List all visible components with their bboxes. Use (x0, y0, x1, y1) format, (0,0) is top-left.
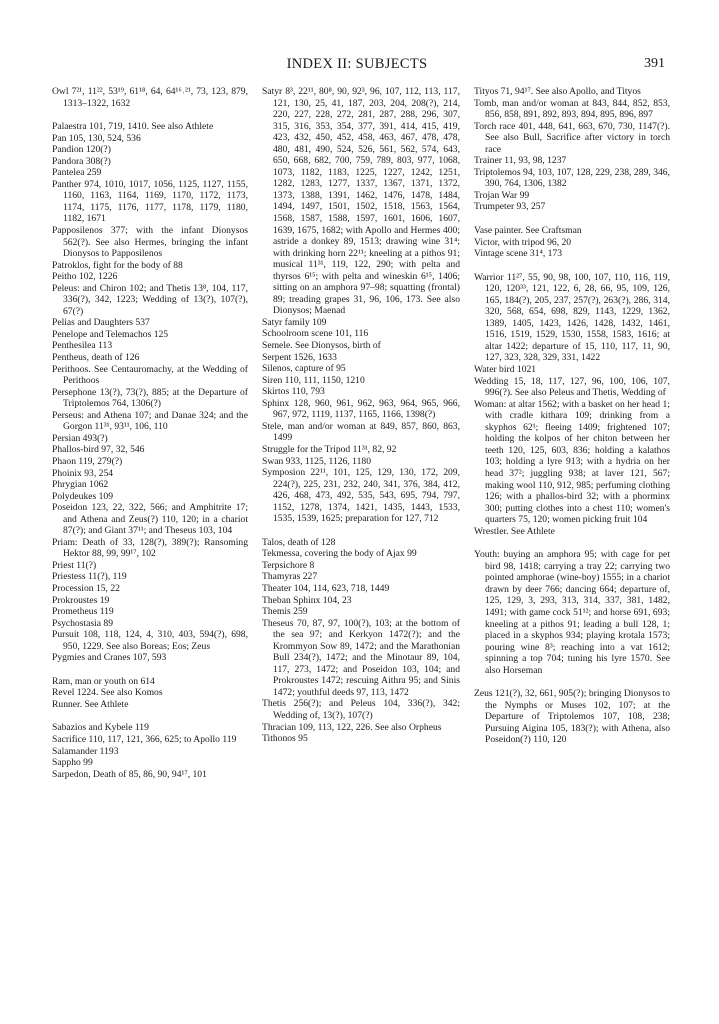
index-entry: Priestess 11(?), 119 (52, 571, 127, 583)
index-entry: Owl 7²¹, 11²², 53¹⁹, 61¹⁸, 64, 64¹⁶˒²¹, 73, 123, 879, 1313–1322, 1632 (52, 86, 248, 109)
index-entry: Tithonos 95 (262, 733, 308, 745)
index-entry: Skirtos 110, 793 (262, 386, 325, 398)
index-entry: Thracian 109, 113, 122, 226. See also Orpheus (262, 721, 442, 733)
index-entry: Terpsichore 8 (262, 559, 315, 571)
index-entry: Sarpedon, Death of 85, 86, 90, 94¹⁷, 101 (52, 768, 207, 780)
section-gap (474, 260, 670, 272)
index-entry: Perithoos. See Centauromachy, at the Wedding of Perithoos (52, 363, 248, 387)
section-gap (474, 537, 670, 549)
index-entry: Phoinix 93, 254 (52, 467, 114, 479)
index-entry: Pandora 308(?) (52, 155, 111, 167)
index-entry: Themis 259 (262, 606, 308, 618)
index-entry: Wedding 15, 18, 117, 127, 96, 100, 106, 107, 996(?). See also Peleus and Thetis, Wedding of (474, 375, 670, 399)
index-entry: Thamyras 227 (262, 571, 318, 583)
index-entry: Persian 493(?) (52, 432, 108, 444)
section-gap (474, 676, 670, 688)
index-entry: Triptolemos 94, 103, 107, 128, 229, 238, 289, 346, 390, 764, 1306, 1382 (474, 166, 670, 190)
index-entry: Runner. See Athlete (52, 698, 129, 710)
index-entry: Woman: at altar 1562; with a basket on her head 1; with cradle kithara 109; drinking from a skyphos 62¹; fleeing 1409; frightened 107; holding the kolpos of her chiton between her teeth 120, 125, 603, 836; holding a kalathos 103; holding a lyre 913; with a hydria on her head 37²; juggling 938; at laver 121, 567; making wool 110, 912, 985; perfuming clothing 126; with a phallos-bird 32; with a phorminx 300; putting clothes into a chest 110; women's quarters 75, 120; women picking fruit 104 (474, 398, 670, 526)
index-entry: Peleus: and Chiron 102; and Thetis 13⁸, 104, 117, 336(?), 342, 1223; Wedding of 13(?), 107(?), 67(?) (52, 282, 248, 317)
index-entry: Pantelea 259 (52, 167, 102, 179)
index-entry: Poseidon 123, 22, 322, 566; and Amphitrite 17; and Athena and Zeus(?) 110, 120; in a chariot 87(?); and Giant 37¹¹; and Theseus 103, 104 (52, 502, 248, 537)
index-entry: Polydeukes 109 (52, 490, 114, 502)
section-gap (474, 213, 670, 225)
index-entry: Sabazios and Kybele 119 (52, 722, 149, 734)
index-entry: Pursuit 108, 118, 124, 4, 310, 403, 594(?), 698, 950, 1229. See also Boreas; Eos; Zeus (52, 629, 248, 652)
index-entry: Vase painter. See Craftsman (474, 225, 582, 237)
index-entry: Semele. See Dionysos, birth of (262, 340, 381, 352)
index-entry: Revel 1224. See also Komos (52, 687, 163, 699)
index-entry: Procession 15, 22 (52, 582, 120, 594)
index-entry: Persephone 13(?), 73(?), 885; at the Departure of Triptolemos 764, 1306(?) (52, 386, 248, 410)
index-entry: Silenos, capture of 95 (262, 363, 346, 375)
page-title: INDEX II: SUBJECTS (286, 56, 428, 72)
index-entry: Salamander 1193 (52, 745, 119, 757)
index-entry: Victor, with tripod 96, 20 (474, 236, 572, 248)
index-entry: Pygmies and Cranes 107, 593 (52, 652, 167, 664)
index-entry: Palaestra 101, 719, 1410. See also Athlete (52, 121, 214, 133)
index-entry: Sappho 99 (52, 757, 93, 769)
section-gap (52, 710, 248, 722)
index-entry: Perseus: and Athena 107; and Danae 324; and the Gorgon 11³¹, 93¹¹, 106, 110 (52, 409, 248, 433)
index-entry: Water bird 1021 (474, 364, 537, 376)
index-column-3 (474, 86, 670, 746)
index-entry: Priest 11(?) (52, 559, 97, 571)
section-gap (52, 664, 248, 676)
index-entry: Prometheus 119 (52, 606, 114, 618)
index-entry: Pentheus, death of 126 (52, 352, 140, 364)
index-entry: Pelias and Daughters 537 (52, 317, 150, 329)
index-entry: Symposion 22¹¹, 101, 125, 129, 130, 172, 209, 224(?), 225, 231, 232, 240, 341, 376, 384, 412, 426, 468, 473, 492, 535, 543, 695, 794, 797, 1152, 1278, 1374, 1421, 1435, 1443, 1533, 1535, 1539, 1625; preparation for 127, 712 (262, 467, 460, 525)
index-entry: Theater 104, 114, 623, 718, 1449 (262, 582, 390, 594)
index-entry: Stele, man and/or woman at 849, 857, 860, 863, 1499 (262, 420, 460, 444)
index-entry: Satyr family 109 (262, 316, 327, 328)
index-entry: Phaon 119, 279(?) (52, 455, 123, 467)
index-entry: Torch race 401, 448, 641, 663, 670, 730, 1147(?). See also Bull, Sacrifice after victory in torch race (474, 120, 670, 155)
page-header (52, 56, 665, 76)
index-entry: Pan 105, 130, 524, 536 (52, 132, 141, 144)
index-entry: Talos, death of 128 (262, 536, 336, 548)
index-entry: Wrestler. See Athlete (474, 525, 555, 537)
index-entry: Tekmessa, covering the body of Ajax 99 (262, 548, 417, 560)
index-column-2 (262, 86, 460, 745)
index-entry: Phallos-bird 97, 32, 546 (52, 444, 145, 456)
index-entry: Serpent 1526, 1633 (262, 351, 337, 363)
index-entry: Sphinx 128, 960, 961, 962, 963, 964, 965, 966, 967, 972, 1119, 1137, 1165, 1166, 1398(?) (262, 397, 460, 421)
index-entry: Satyr 8³, 22¹¹, 80⁸, 90, 92³, 96, 107, 112, 113, 117, 121, 130, 25, 41, 187, 203, 204, 208(?), 214, 220, 227, 228, 272, 281, 287, 288, 296, 307, 315, 316, 353, 354, 377, 391, 414, 415, 419, 423, 432, 450, 452, 458, 463, 467, 478, 478, 480, 481, 490, 524, 526, 561, 562, 574, 643, 650, 668, 682, 700, 759, 789, 803, 977, 1068, 1073, 1182, 1183, 1225, 1227, 1242, 1251, 1282, 1283, 1277, 1337, 1367, 1371, 1372, 1373, 1388, 1391, 1462, 1476, 1478, 1484, 1494, 1497, 1501, 1502, 1518, 1563, 1564, 1568, 1587, 1588, 1597, 1601, 1606, 1607, 1639, 1675, 1682; with Apollo and Hermes 400; astride a donkey 89, 1513; drawing wine 31⁴; with drinking horn 22¹¹; kneeling at a pithos 91; musical 11³¹, 119, 122, 290; with pelta and thyrsos 6¹⁵; with pelta and wineskin 6¹⁵, 1406; sitting on an amphora 97–98; squatting (frontal) 89; treading grapes 31, 96, 106, 173. See also Dionysos; Maenad (262, 86, 460, 317)
index-entry: Trainer 11, 93, 98, 1237 (474, 155, 567, 167)
index-entry: Psychostasia 89 (52, 617, 114, 629)
index-entry: Priam: Death of 33, 128(?), 389(?); Ransoming Hektor 88, 99, 99¹⁷, 102 (52, 536, 248, 560)
index-entry: Swan 933, 1125, 1126, 1180 (262, 455, 371, 467)
index-entry: Struggle for the Tripod 11³¹, 82, 92 (262, 443, 397, 455)
index-entry: Penelope and Telemachos 125 (52, 328, 169, 340)
index-entry: Theseus 70, 87, 97, 100(?), 103; at the bottom of the sea 97; and Kerkyon 1472(?); and the Krommyon Sow 89, 1472; and the Marathonian Bull 234(?), 1472; and the Minotaur 89, 104, 117, 273, 1472; and Poseidon 103, 104; and Prokroustes 1472; rescuing Aithra 95; and Sinis 1472; youthful deeds 97, 113, 1472 (262, 617, 460, 698)
index-entry: Papposilenos 377; with the infant Dionysos 562(?). See also Hermes, bringing the infant Dionysos to Papposilenos (52, 225, 248, 260)
index-entry: Peitho 102, 1226 (52, 271, 118, 283)
index-entry: Penthesilea 113 (52, 340, 113, 352)
index-entry: Prokroustes 19 (52, 594, 110, 606)
index-entry: Tityos 71, 94¹⁷. See also Apollo, and Tityos (474, 86, 641, 97)
index-entry: Siren 110, 111, 1150, 1210 (262, 374, 365, 386)
index-entry: Pandion 120(?) (52, 144, 111, 156)
index-entry: Vintage scene 31⁴, 173 (474, 248, 563, 260)
index-column-1 (52, 86, 248, 780)
index-entry: Youth: buying an amphora 95; with cage for pet bird 98, 1418; carrying a tray 22; carrying two pointed amphorae (wine-boy) 1555; in a chariot drawn by deer 766; dancing 664; departure of, 125, 129, 3, 293, 313, 314, 337, 381, 1482, 1491; with game cock 51¹²; and horse 691, 693; kneeling at a pithos 91; leading a bull 128, 1; placed in a skyphos 934; playing krotala 1573; pouring wine 8³; reaching into a vat 1612; spinning a top 704; tuning his lyre 1570. See also Horseman (474, 549, 670, 676)
index-entry: Ram, man or youth on 614 (52, 675, 155, 687)
index-entry: Thetis 256(?); and Peleus 104, 336(?), 342; Wedding of, 13(?), 107(?) (262, 698, 460, 721)
index-entry: Panther 974, 1010, 1017, 1056, 1125, 1127, 1155, 1160, 1163, 1164, 1169, 1170, 1172, 1173, 1174, 1175, 1176, 1177, 1178, 1179, 1180, 1182, 1671 (52, 178, 248, 225)
index-entry: Phrygian 1062 (52, 479, 109, 491)
index-entry: Patroklos, fight for the body of 88 (52, 259, 183, 271)
page-number: 391 (644, 56, 665, 71)
index-entry: Zeus 121(?), 32, 661, 905(?); bringing Dionysos to the Nymphs or Muses 102, 107; at the Departure of Triptolemos 107, 108, 238; Pursuing Aigina 105, 183(?); with Athena, also Poseidon(?) 110, 120 (474, 688, 670, 746)
index-entry: Warrior 11²⁷, 55, 90, 98, 100, 107, 110, 116, 119, 120, 120³³, 121, 122, 6, 28, 66, 95, 109, 126, 165, 184(?), 205, 237, 257(?), 263(?), 286, 314, 320, 568, 654, 698, 829, 1143, 1229, 1362, 1389, 1405, 1423, 1426, 1428, 1432, 1461, 1516, 1519, 1529, 1530, 1558, 1583, 1616; at altar 1422; departure of 15, 110, 117, 11, 90, 127, 323, 328, 329, 331, 1422 (474, 271, 670, 364)
section-gap (262, 525, 460, 537)
index-entry: Schoolroom scene 101, 116 (262, 328, 369, 340)
index-entry: Trojan War 99 (474, 189, 530, 201)
index-entry: Theban Sphinx 104, 23 (262, 594, 352, 606)
index-entry: Tomb, man and/or woman at 843, 844, 852, 853, 856, 858, 891, 892, 893, 894, 895, 896, 897 (474, 97, 670, 121)
index-entry: Trumpeter 93, 257 (474, 201, 546, 213)
index-entry: Sacrifice 110, 117, 121, 366, 625; to Apollo 119 (52, 733, 237, 745)
section-gap (52, 109, 248, 121)
